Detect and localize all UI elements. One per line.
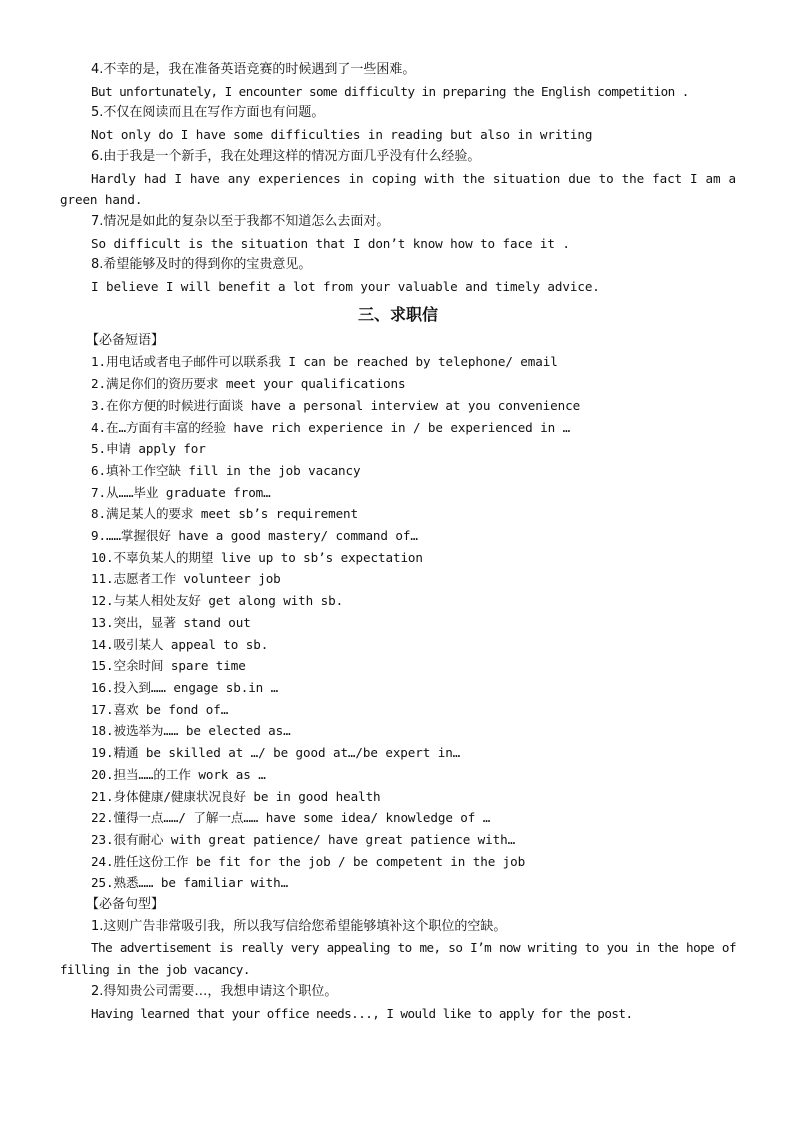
phrase-item: 7.从……毕业 graduate from… [91,484,271,500]
phrase-item: 4.在…方面有丰富的经验 have rich experience in / be experienced in … [91,419,571,435]
phrase-item: 11.志愿者工作 volunteer job [91,571,281,587]
sentence-cn: 5.不仅在阅读而且在写作方面也有问题。 [91,105,325,121]
phrase-item: 6.填补工作空缺 fill in the job vacancy [91,462,361,478]
phrase-item: 25.熟悉…… be familiar with… [91,875,289,891]
phrase-item: 18.被选举为…… be elected as… [91,723,291,739]
phrase-item: 12.与某人相处友好 get along with sb. [91,593,344,609]
phrase-item: 9.……掌握很好 have a good mastery/ command of… [91,528,418,544]
phrase-item: 1.用电话或者电子邮件可以联系我 I can be reached by telephone/ email [91,354,558,370]
phrase-item: 3.在你方便的时候进行面谈 have a personal interview at you convenience [91,397,581,413]
phrase-item: 8.满足某人的要求 meet sb’s requirement [91,506,359,522]
sentence-cn: 6.由于我是一个新手，我在处理这样的情况方面几乎没有什么经验。 [91,148,481,164]
sentence-cn: 4.不幸的是，我在准备英语竞赛的时候遇到了一些困难。 [91,62,416,77]
phrase-item: 19.精通 be skilled at …/ be good at…/be expert in… [91,745,461,761]
sentences-block [60,894,736,1024]
phrase-item: 23.很有耐心 with great patience/ have great patience with… [91,831,516,847]
phrase-item: 2.满足你们的资历要求 meet your qualifications [91,376,406,392]
section-two-sentences [60,59,736,298]
phrase-item: 13.突出，显著 stand out [91,614,251,630]
phrases-heading: 【必备短语】 [86,332,165,348]
sentence-cn: 8.希望能够及时的得到你的宝贵意见。 [91,257,312,273]
sentence-cn: 2.得知贵公司需要…，我想申请这个职位。 [91,983,338,999]
sentence-cn: 1.这则广告非常吸引我，所以我写信给您希望能够填补这个职位的空缺。 [91,918,507,934]
phrase-item: 20.担当……的工作 work as … [91,766,266,782]
phrase-item: 10.不辜负某人的期望 live up to sb’s expectation [91,549,423,565]
sentence-en: The advertisement is really very appealing to me, so I’m now writing to you in the hope of filling in the job vacancy. [60,940,736,978]
sentence-cn: 7.情况是如此的复杂以至于我都不知道怎么去面对。 [91,213,390,229]
sentence-en: But unfortunately, I encounter some difficulty in preparing the English competition . [91,83,689,99]
phrases-block [60,330,736,894]
phrase-item: 15.空余时间 spare time [91,658,246,674]
phrase-item: 16.投入到…… engage sb.in … [91,679,279,695]
phrase-item: 14.吸引某人 appeal to sb. [91,636,269,652]
phrase-item: 22.懂得一点……/ 了解一点…… have some idea/ knowledge of … [91,810,491,826]
sentence-en: I believe I will benefit a lot from your valuable and timely advice. [91,279,600,295]
sentence-en: So difficult is the situation that I don’t know how to face it . [91,235,570,251]
phrase-item: 17.喜欢 be fond of… [91,701,229,717]
phrase-item: 5.申请 apply for [91,441,206,457]
phrase-item: 21.身体健康/健康状况良好 be in good health [91,788,381,804]
sentence-en: Having learned that your office needs..., I would like to apply for the post. [91,1005,633,1021]
section-title: 三、求职信 [357,304,438,324]
sentence-en: Hardly had I have any experiences in coping with the situation due to the fact I am a green hand. [60,170,736,208]
sentence-en: Not only do I have some difficulties in reading but also in writing [91,127,593,143]
phrase-item: 24.胜任这份工作 be fit for the job / be competent in the job [91,853,526,869]
sentences-heading: 【必备句型】 [86,897,165,913]
